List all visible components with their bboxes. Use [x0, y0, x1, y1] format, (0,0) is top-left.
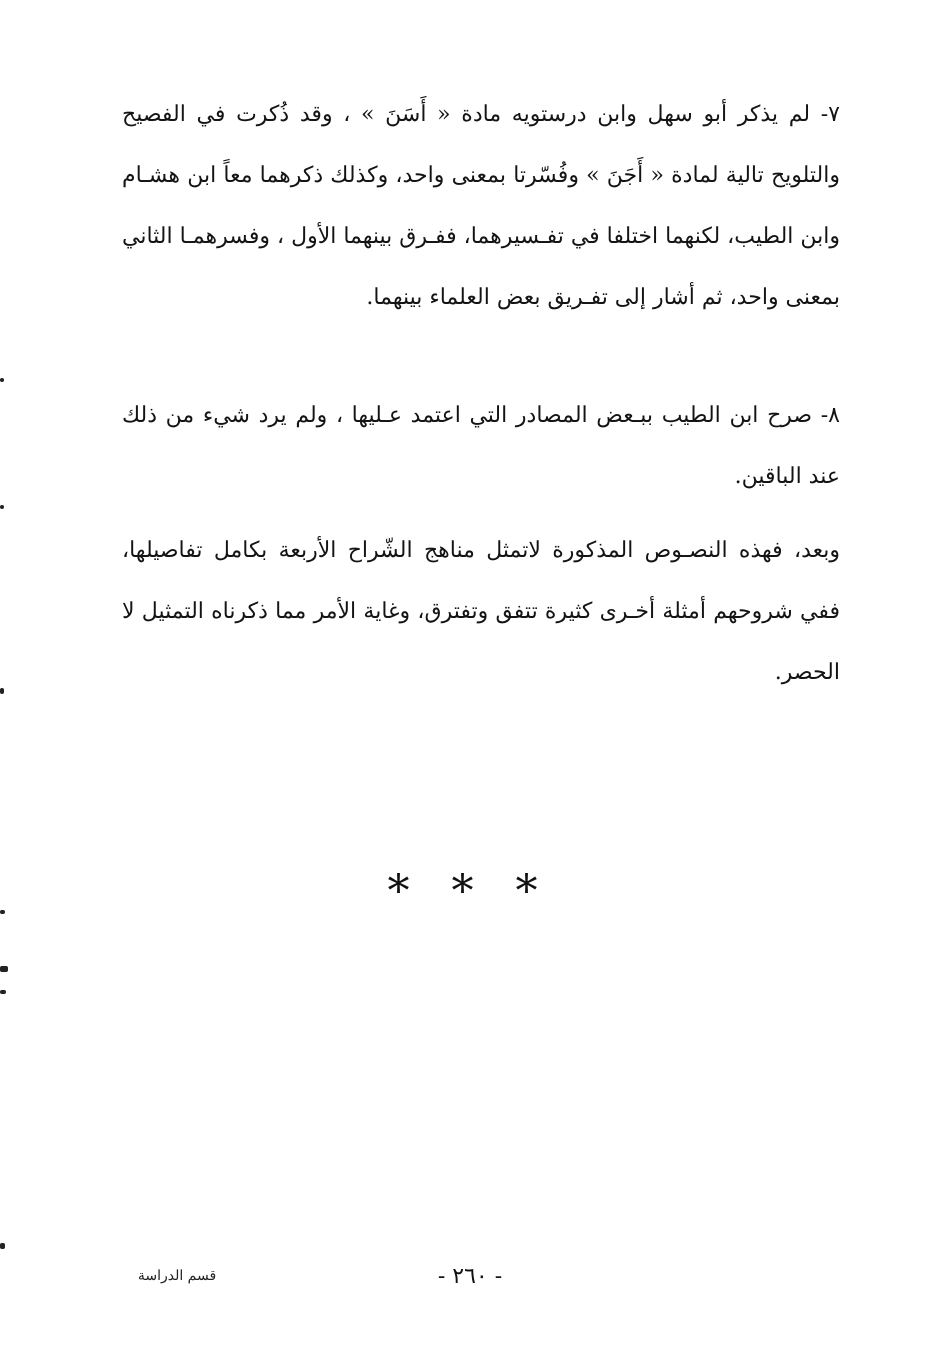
paragraph-item-7: ٧- لم يذكر أبو سهل وابن درستويه مادة « أَسَنَ » ، وقد ذُكرت في الفصيح والتلويح تالية لمادة « أَجَنَ » وفُسّرتا بمعنى واحد، وكذلك ذكرهما معاً ابن هشـام وابن الطيب، لكنهما اختلفا في تفـسيرهما، ففـرق بينهما الأول ، وفسرهمـا الثاني بمعنى واحد، ثم أشار إلى تفـريق بعض العلماء بينهما. [122, 102, 840, 310]
scan-mark [0, 1243, 5, 1249]
paragraph-item-8: ٨- صرح ابن الطيب ببـعض المصادر التي اعتمد عـليها ، ولم يرد شيء من ذلك عند الباقين. [122, 403, 840, 489]
section-separator: * * * [387, 866, 552, 917]
scan-mark [0, 990, 6, 994]
scan-mark [0, 505, 4, 509]
page-number: - ٢٦٠ - [437, 1264, 503, 1289]
paragraph-conclusion: وبعد، فهذه النصـوص المذكورة لاتمثل مناهج الشّراح الأربعة بكامل تفاصيلها، ففي شروحهم أمثلة أخـرى كثيرة تتفق وتفترق، وغاية الأمر مما ذكرناه التمثيل لا الحصر. [122, 538, 840, 685]
scan-mark [0, 688, 4, 694]
scan-mark [0, 910, 5, 914]
footer-section-label: قسم الدراسة [137, 1268, 217, 1284]
scan-mark [0, 378, 4, 382]
scan-mark [0, 966, 8, 972]
